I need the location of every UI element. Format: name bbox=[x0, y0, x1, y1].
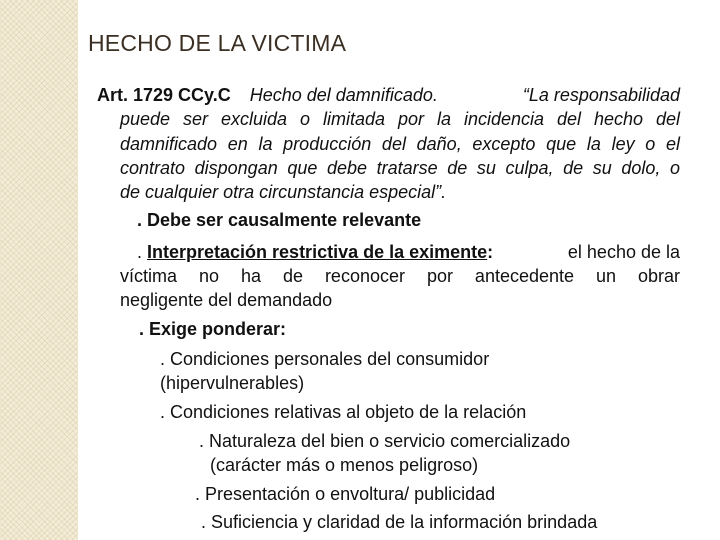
point-interpretation-prefix: . bbox=[137, 242, 148, 262]
article-first-line bbox=[97, 84, 680, 107]
sub-personal-conditions: . Condiciones personales del consumidor bbox=[160, 349, 490, 369]
point-interpretation bbox=[137, 241, 680, 264]
decorative-side-band bbox=[0, 0, 78, 540]
point-interpretation-colon: : bbox=[487, 242, 494, 262]
point-interpretation-text-2: víctima no ha de reconocer por antecedente un obrar bbox=[120, 266, 680, 286]
article-quote-line-5: de cualquier otra circunstancia especial”. bbox=[120, 182, 447, 202]
article-quote-line-2: puede ser excluida o limitada por la incidencia del hecho del bbox=[120, 109, 680, 129]
sub-information-sufficiency: . Suficiencia y claridad de la información brindada bbox=[201, 512, 598, 532]
point-must-weigh: . Exige ponderar: bbox=[139, 319, 287, 339]
sub-nature-of-good: . Naturaleza del bien o servicio comercializado bbox=[199, 431, 571, 451]
sub-personal-conditions-note: (hipervulnerables) bbox=[160, 373, 305, 393]
article-heading: Hecho del damnificado. bbox=[249, 85, 438, 105]
point-causal-relevance: . Debe ser causalmente relevante bbox=[137, 210, 422, 230]
article-quote-line-4: contrato dispongan que debe tratarse de su culpa, de su dolo, o bbox=[120, 158, 680, 178]
article-reference: Art. 1729 CCy.C bbox=[97, 85, 231, 105]
sub-presentation: . Presentación o envoltura/ publicidad bbox=[195, 484, 496, 504]
slide-title: HECHO DE LA VICTIMA bbox=[88, 30, 347, 56]
point-interpretation-text-3: negligente del demandado bbox=[120, 290, 333, 310]
point-interpretation-text-1: el hecho de la bbox=[567, 242, 680, 262]
point-interpretation-term: Interpretación restrictiva de la eximente bbox=[147, 242, 488, 262]
sub-nature-of-good-note: (carácter más o menos peligroso) bbox=[210, 455, 479, 475]
sub-object-conditions: . Condiciones relativas al objeto de la relación bbox=[160, 402, 527, 422]
article-quote-line-1: “La responsabilidad bbox=[522, 85, 680, 105]
article-quote-line-3: damnificado en la producción del daño, excepto que la ley o el bbox=[120, 134, 680, 154]
